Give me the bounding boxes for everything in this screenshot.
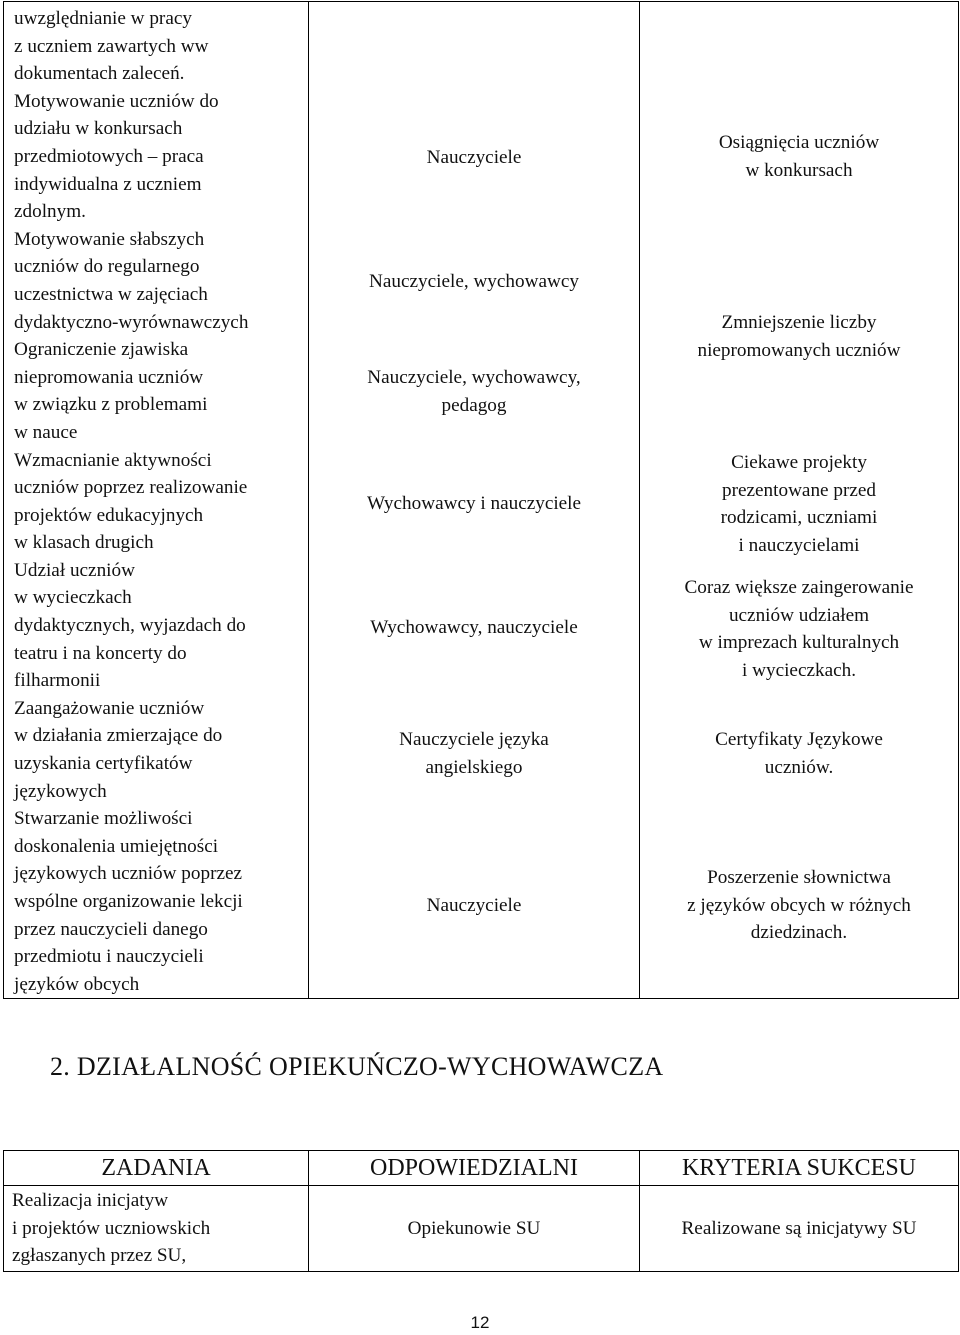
criteria-entry [640, 129, 958, 184]
task-line: i projektów uczniowskich [12, 1217, 211, 1239]
criteria-entry-line: w konkursach [745, 159, 853, 181]
responsible-entry-line: Nauczyciele [426, 895, 522, 916]
criteria-entry-line: rodzicami, uczniami [720, 507, 878, 528]
criteria-entry-line: i wycieczkach. [742, 659, 856, 681]
responsible-entry [309, 364, 639, 419]
task-line: przez nauczycieli danego [14, 918, 208, 940]
criteria-entry [640, 574, 958, 684]
task-line: w nauce [14, 421, 78, 443]
criteria-entry-line: Zmniejszenie liczby [721, 312, 877, 333]
task-line: uczniów poprzez realizowanie [14, 477, 248, 499]
task-line: Ograniczenie zjawiska [14, 339, 189, 361]
responsible-entry-line: Wychowawcy i nauczyciele [366, 493, 582, 514]
responsible-entry-line: Nauczyciele [426, 147, 522, 168]
task-line: uczniów do regularnego [14, 256, 200, 278]
task-line: uczestnictwa w zajęciach [14, 283, 208, 305]
responsible-entry-line: angielskiego [425, 756, 523, 778]
responsible-entry-line: Nauczyciele, wychowawcy [369, 271, 579, 292]
responsible-entry [309, 892, 639, 920]
responsible-entry [309, 490, 639, 518]
task-line: dydaktyczno-wyrównawczych [14, 311, 249, 333]
task-line: przedmiotowych – praca [14, 145, 204, 167]
responsible-entry [309, 144, 639, 172]
task-line: w klasach drugich [14, 532, 154, 554]
responsible-entry [309, 614, 639, 642]
responsible-entry-line: Nauczyciele, wychowawcy, [367, 367, 581, 388]
tasks-table [3, 1, 959, 999]
header-tasks: ZADANIA [4, 1151, 309, 1186]
task-line: Zaangażowanie uczniów [14, 697, 205, 719]
task-line: uwzględnianie w pracy [14, 8, 192, 29]
responsible-cell: Opiekunowie SU [309, 1186, 640, 1272]
criteria-entry [640, 309, 958, 364]
task-line: wspólne organizowanie lekcji [14, 891, 243, 912]
responsible-entry [309, 268, 639, 296]
task-line: w działania zmierzające do [14, 725, 223, 747]
task-line: teatru i na koncerty do [14, 642, 187, 664]
criteria-entry-line: Poszerzenie słownictwa [707, 867, 891, 888]
criteria-entry-line: i nauczycielami [738, 534, 860, 556]
section-heading: 2. DZIAŁALNOŚĆ OPIEKUŃCZO-WYCHOWAWCZA [50, 1052, 664, 1081]
responsible-entry-line: Nauczyciele języka [399, 729, 549, 750]
responsible-column [309, 2, 640, 999]
care-table [3, 1150, 959, 1272]
task-line: Wzmacnianie aktywności [14, 449, 212, 471]
criteria-entry-line: Osiągnięcia uczniów [718, 132, 880, 153]
task-line: Stwarzanie możliwości [14, 808, 193, 830]
responsible-entry-line: pedagog [441, 394, 507, 416]
task-line: udziału w konkursach [14, 118, 183, 140]
task-line: językowych [14, 780, 107, 802]
criteria-entry-line: niepromowanych uczniów [697, 339, 901, 361]
criteria-entry-line: uczniów udziałem [728, 604, 870, 626]
task-line: w związku z problemami [14, 394, 208, 416]
task-line: uzyskania certyfikatów [14, 753, 193, 775]
task-line: indywidualna z uczniem [14, 173, 202, 195]
task-line: filharmonii [14, 670, 101, 692]
task-line: zgłaszanych przez SU, [12, 1245, 187, 1267]
task-line: doskonalenia umiejętności [14, 835, 219, 857]
task-line: przedmiotu i nauczycieli [14, 946, 204, 968]
criteria-entry [640, 726, 958, 781]
criteria-entry [640, 864, 958, 947]
task-line: Udział uczniów [14, 559, 135, 581]
responsible-entry [309, 726, 639, 781]
task-line: języków obcych [14, 973, 140, 995]
criteria-column [640, 2, 959, 999]
criteria-cell: Realizowane są inicjatywy SU [640, 1186, 959, 1272]
criteria-entry-line: Ciekawe projekty [731, 452, 867, 473]
tasks-text [4, 2, 308, 998]
task-line: Realizacja inicjatyw [12, 1190, 169, 1212]
task-line: językowych uczniów poprzez [14, 863, 243, 885]
criteria-entry [640, 449, 958, 559]
criteria-entry-line: Coraz większe zaingerowanie [684, 577, 914, 598]
criteria-entry-line: w imprezach kulturalnych [698, 632, 900, 653]
task-line: z uczniem zawartych ww [14, 35, 209, 57]
criteria-entry-line: Certyfikaty Językowe [715, 729, 883, 750]
responsible-entry-line: Wychowawcy, nauczyciele [370, 617, 578, 638]
criteria-entry-line: prezentowane przed [722, 479, 876, 501]
page-number: 12 [470, 1313, 490, 1332]
tasks-column [4, 2, 309, 999]
task-line: dydaktycznych, wyjazdach do [14, 615, 246, 637]
criteria-entry-line: z języków obcych w różnych [687, 894, 911, 916]
task-line: projektów edukacyjnych [14, 504, 204, 526]
criteria-entry-line: uczniów. [764, 756, 834, 778]
task-line: niepromowania uczniów [14, 366, 204, 388]
task-line: w wycieczkach [14, 587, 132, 609]
header-responsible: ODPOWIEDZIALNI [309, 1151, 640, 1186]
criteria-entry-line: dziedzinach. [750, 922, 848, 943]
header-criteria: KRYTERIA SUKCESU [640, 1151, 959, 1186]
task-cell [4, 1186, 309, 1272]
task-line: zdolnym. [14, 201, 86, 223]
task-line: Motywowanie uczniów do [14, 90, 219, 112]
task-line: Motywowanie słabszych [14, 228, 205, 250]
task-line: dokumentach zaleceń. [14, 63, 185, 85]
